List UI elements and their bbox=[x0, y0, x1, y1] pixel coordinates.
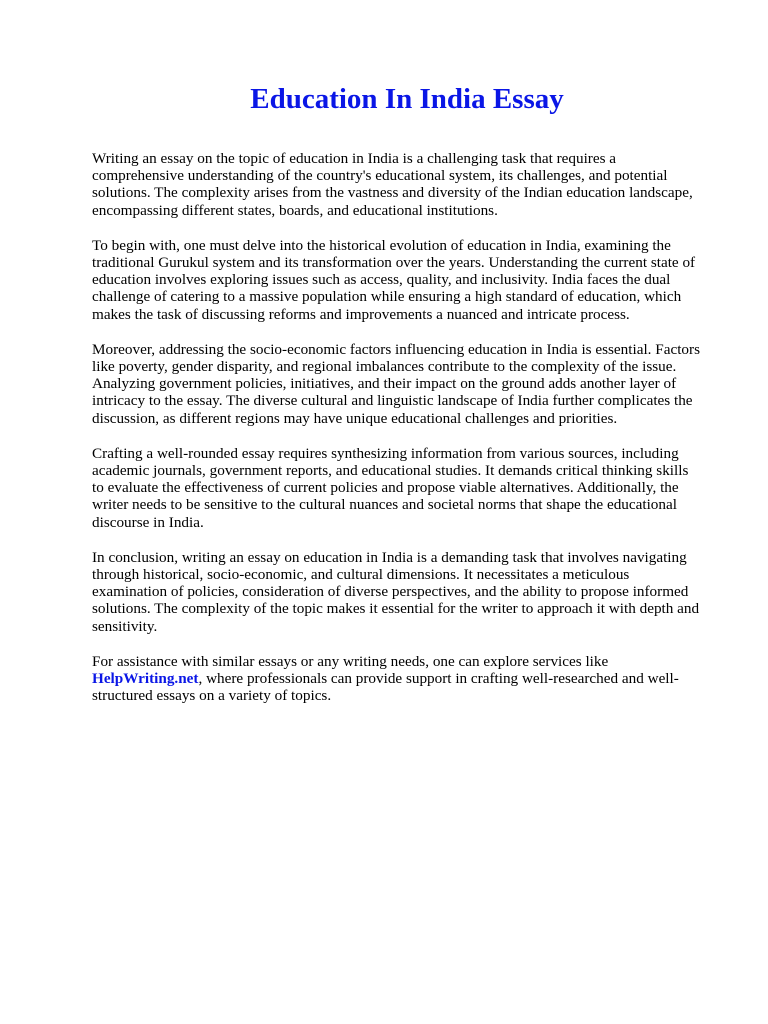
paragraph-socio-economic: Moreover, addressing the socio-economic factors influencing education in India is essential. Factors like poverty, gender disparity, and regional imbalances contribute to the complexity of the issue. Analyzing government policies, initiatives, and their impact on the ground adds another layer of intricacy to the essay. The diverse cultural and linguistic landscape of India further complicates the discussion, as different regions may have unique educational challenges and priorities. bbox=[92, 340, 700, 427]
closing-text-before-link: For assistance with similar essays or any writing needs, one can explore services like bbox=[92, 652, 609, 670]
document-title: Education In India Essay bbox=[250, 83, 564, 115]
paragraph-conclusion: In conclusion, writing an essay on education in India is a demanding task that involves navigating through historical, socio-economic, and cultural dimensions. It necessitates a meticulous examination of policies, consideration of diverse perspectives, and the ability to propose informed solutions. The complexity of the topic makes it essential for the writer to approach it with depth and sensitivity. bbox=[92, 548, 700, 635]
paragraph-crafting: Crafting a well-rounded essay requires synthesizing information from various sources, including academic journals, government reports, and educational studies. It demands critical thinking skills to evaluate the effectiveness of current policies and propose viable alternatives. Additionally, the writer needs to be sensitive to the cultural nuances and societal norms that shape the educational discourse in India. bbox=[92, 444, 689, 531]
paragraph-intro: Writing an essay on the topic of education in India is a challenging task that requires a comprehensive understanding of the country's educational system, its challenges, and potential solutions. The complexity arises from the vastness and diversity of the Indian education landscape, encompassing different states, boards, and educational institutions. bbox=[92, 150, 693, 219]
paragraph-closing bbox=[92, 653, 702, 705]
helpwriting-link[interactable]: HelpWriting.net bbox=[92, 670, 199, 688]
closing-text-after-link: , where professionals can provide support in crafting well-researched and well-structured essays on a variety of topics. bbox=[92, 670, 679, 705]
paragraph-history: To begin with, one must delve into the historical evolution of education in India, examining the traditional Gurukul system and its transformation over the years. Understanding the current state of education involves exploring issues such as access, quality, and inclusivity. India faces the dual challenge of catering to a massive population while ensuring a high standard of education, which makes the task of discussing reforms and improvements a nuanced and intricate process. bbox=[92, 236, 696, 323]
